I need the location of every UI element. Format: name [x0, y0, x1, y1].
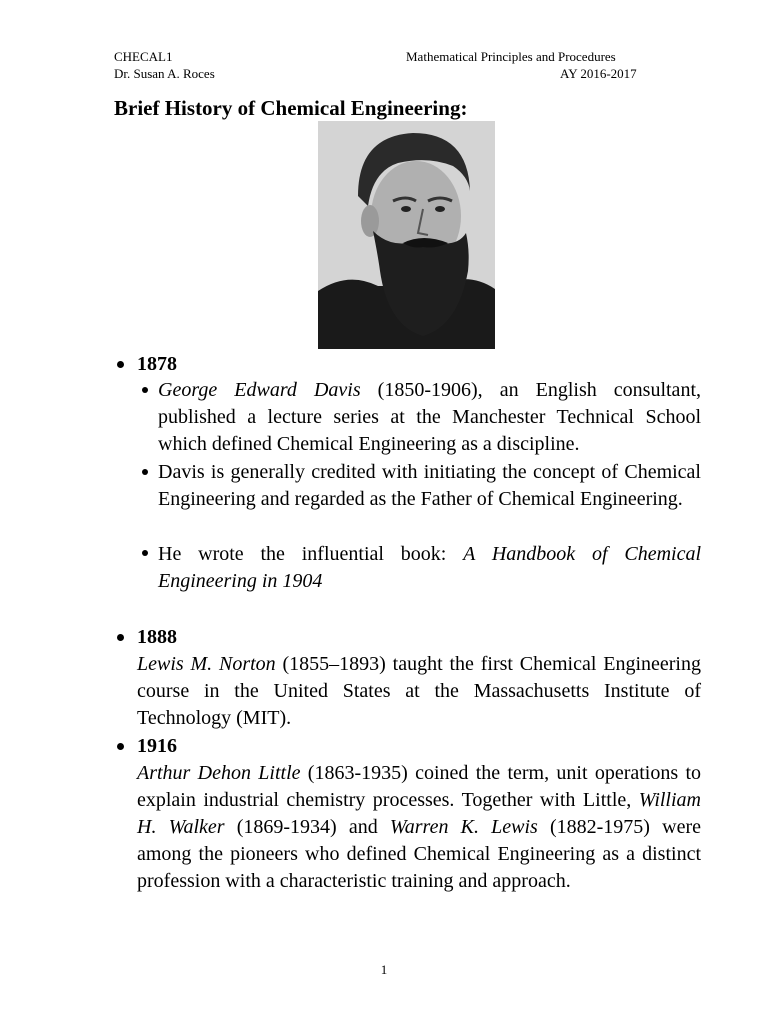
bullet-icon	[117, 361, 124, 368]
course-code: CHECAL1	[114, 49, 173, 64]
person-name: William H. Walker	[137, 789, 701, 838]
course-title: Mathematical Principles and Procedures	[406, 49, 616, 64]
person-name: Lewis M. Norton	[137, 653, 276, 675]
bullet-icon	[117, 743, 124, 750]
paragraph-1888: Lewis M. Norton (1855–1893) taught the first Chemical Engineering course in the United States at the Massachusetts Institute of Technology (MIT).	[137, 653, 701, 729]
list-item: George Edward Davis (1850-1906), an English consultant, published a lecture series at the Manchester Technical School which defined Chemical Engineering as a discipline.	[158, 379, 701, 455]
instructor-name: Dr. Susan A. Roces	[114, 66, 215, 81]
bullet-icon	[142, 550, 148, 556]
page-number: 1	[380, 962, 388, 977]
page-title: Brief History of Chemical Engineering:	[114, 96, 468, 120]
list-item: Davis is generally credited with initiating the concept of Chemical Engineering and regarded as the Father of Chemical Engineering.	[158, 461, 701, 510]
year-1878: 1878	[137, 353, 177, 375]
person-name: George Edward Davis	[158, 379, 361, 401]
portrait-photo	[318, 121, 495, 349]
bullet-icon	[142, 387, 148, 393]
year-1888: 1888	[137, 626, 177, 648]
bullet-icon	[142, 469, 148, 475]
person-name: Arthur Dehon Little	[137, 762, 301, 784]
bullet-icon	[117, 634, 124, 641]
list-item: He wrote the influential book: A Handbook of Chemical Engineering in 1904	[158, 543, 701, 592]
book-title: A Handbook of Chemical Engineering in 1904	[158, 543, 701, 592]
paragraph-1916: Arthur Dehon Little (1863-1935) coined the term, unit operations to explain industrial chemistry processes. Together with Little, William H. Walker (1869-1934) and Warren K. Lewis (1882-1975) were among the pioneers who defined Chemical Engineering as a distinct profession with a characteristic training and approach.	[137, 762, 701, 892]
academic-year: AY 2016-2017	[560, 66, 637, 81]
person-name: Warren K. Lewis	[389, 816, 538, 838]
year-1916: 1916	[137, 735, 177, 757]
